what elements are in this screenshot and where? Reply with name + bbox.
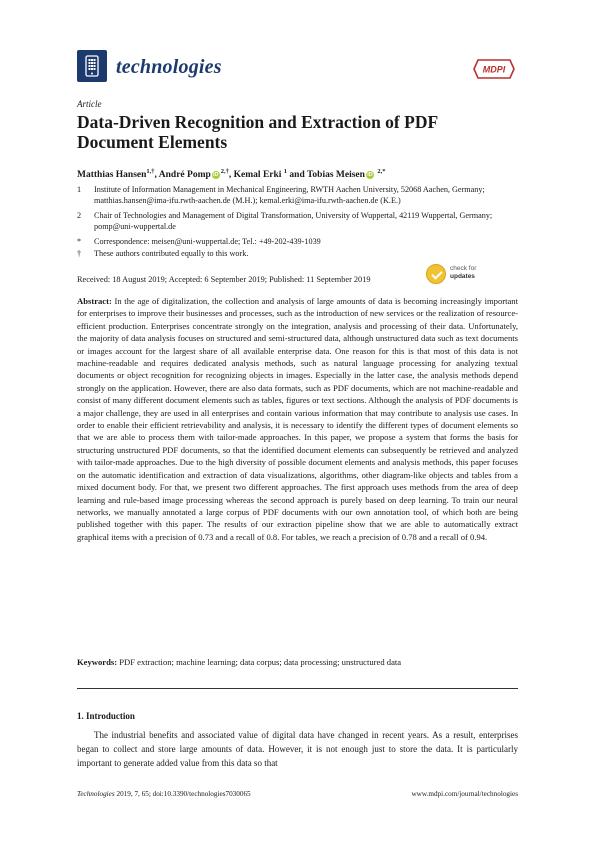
author-name: Tobias Meisen <box>306 170 365 181</box>
author-affil-sup: 1 <box>283 168 288 175</box>
correspondence <box>77 236 527 248</box>
affiliation-text: These authors contributed equally to this work. <box>94 249 249 258</box>
abstract <box>77 295 518 543</box>
author-affil-sup: 2,* <box>377 168 386 175</box>
affiliation-mark: 1 <box>77 185 82 194</box>
abstract-text: In the age of digitalization, the collection and analysis of large amounts of data is becoming increasingly important for enterprises to improve their businesses and processes, such as the introduction of new services or the realization of resource-efficient production. Enterprises concentrate strongly on the integration, analysis and processing of their data. Unfortunately, the majority of data analysis focuses on structured and semi-structured data, although unstructured data such as text documents or images account for the largest share of all available enterprise data. One reason for this is that most of this data is not machine-readable and requires dedicated analysis methods, such as natural language processing for analyzing textual documents or object recognition for recognizing objects in images. Especially in the latter case, the analysis methods depend strongly on the application. However, there are also data formats, such as PDF documents, which are not machine-readable and consist of many different document elements such as tables, figures or text sections. Although the analysis of PDF documents is a major challenge, they are used in all enterprises and contain various information that may contribute to analysis use cases. In order to enable their efficient retrievability and analysis, it is necessary to identify the different types of document elements so that we are able to process them with tailor-made approaches. In this paper, we propose a system that forms the basis for structuring unstructured PDF documents, so that the identified document elements can subsequently be retrieved and analyzed with tailor-made approaches. Due to the high diversity of possible document elements and analysis methods, this paper focuses on the automatic identification and extraction of data visualizations, algorithms, other diagram-like objects and tables from a mixed document body. For that, we present two different approaches. The first approach uses methods from the area of deep learning and rule-based image processing whereas the second approach is purely based on deep learning. To train our neural networks, we manually annotated a large corpus of PDF documents with our own annotation tool, of which both are being published together with this paper. The results of our extraction pipeline show that we are able to automatically extract graphical items with a precision of 0.73 and a recall of 0.8. For tables, we reach a precision of 0.78 and a recall of 0.94. <box>77 296 518 542</box>
check-updates-line1: check for <box>450 265 477 272</box>
divider <box>77 688 518 689</box>
affiliation-1 <box>77 184 527 208</box>
check-updates-icon <box>426 264 446 284</box>
author-name: André Pomp <box>158 170 211 181</box>
publisher-logo-text: MDPI <box>482 64 506 75</box>
section-heading: 1. Introduction <box>77 711 135 721</box>
intro-paragraph: The industrial benefits and associated value of digital data have changed in recent years. As a result, enterprises began to collect and store large amounts of data. However, it is not enough just to store the data. It is particularly important to generate added value from this data so that <box>77 730 518 768</box>
affiliation-text: Chair of Technologies and Management of Digital Transformation, University of Wuppertal, 42119 Wuppertal, Germany; pomp@uni-wuppertal.de <box>94 211 493 232</box>
citation-details: 2019, 7, 65; doi:10.3390/technologies7030065 <box>116 790 251 798</box>
publisher-logo-icon <box>472 58 516 80</box>
keywords <box>77 657 518 667</box>
affiliation-text: Institute of Information Management in Mechanical Engineering, RWTH Aachen University, 52068 Aachen, Germany; matthias.hansen@ima-ifu.rwth-aachen.de (M.H.); kemal.erki@ima-ifu.rwth-aachen.de (K.E.) <box>94 185 485 206</box>
journal-logo-icon <box>77 50 107 82</box>
publication-dates: Received: 18 August 2019; Accepted: 6 September 2019; Published: 11 September 2019 <box>77 275 371 284</box>
author-affil-sup: 2,† <box>220 168 229 175</box>
affiliation-mark: * <box>77 237 82 246</box>
paper-title: Data-Driven Recognition and Extraction of PDF Document Elements <box>77 112 438 152</box>
orcid-icon[interactable]: iD <box>213 172 219 179</box>
affiliation-mark: 2 <box>77 211 82 220</box>
affiliation-2 <box>77 210 527 234</box>
journal-url[interactable]: www.mdpi.com/journal/technologies <box>411 790 518 798</box>
affiliation-text: Correspondence: meisen@uni-wuppertal.de; Tel.: +49-202-439-1039 <box>94 237 321 246</box>
abstract-label: Abstract: <box>77 296 112 306</box>
author-name: Kemal Erki <box>233 170 282 181</box>
equal-contribution-note <box>77 248 527 260</box>
article-type: Article <box>77 99 102 109</box>
affiliation-mark: † <box>77 249 82 258</box>
author-name: Matthias Hansen <box>77 170 147 181</box>
author-list: Matthias Hansen$^{1,\dagger}$, André Pomp $iD^{2,\dagger}$, Kemal Erki $^1$ and Tobias Meisen iD $^{2,*}$ <box>77 168 386 181</box>
orcid-icon[interactable]: iD <box>367 172 373 179</box>
journal-name: technologies <box>116 56 222 78</box>
citation-journal: Technologies <box>77 790 115 798</box>
keywords-text: PDF extraction; machine learning; data corpus; data processing; unstructured data <box>119 657 402 667</box>
citation-footer <box>77 790 251 798</box>
check-updates-line2: updates <box>450 273 475 280</box>
check-for-updates-badge[interactable] <box>426 263 516 287</box>
author-affil-sup: 1,† <box>146 168 155 175</box>
keywords-label: Keywords: <box>77 657 118 667</box>
